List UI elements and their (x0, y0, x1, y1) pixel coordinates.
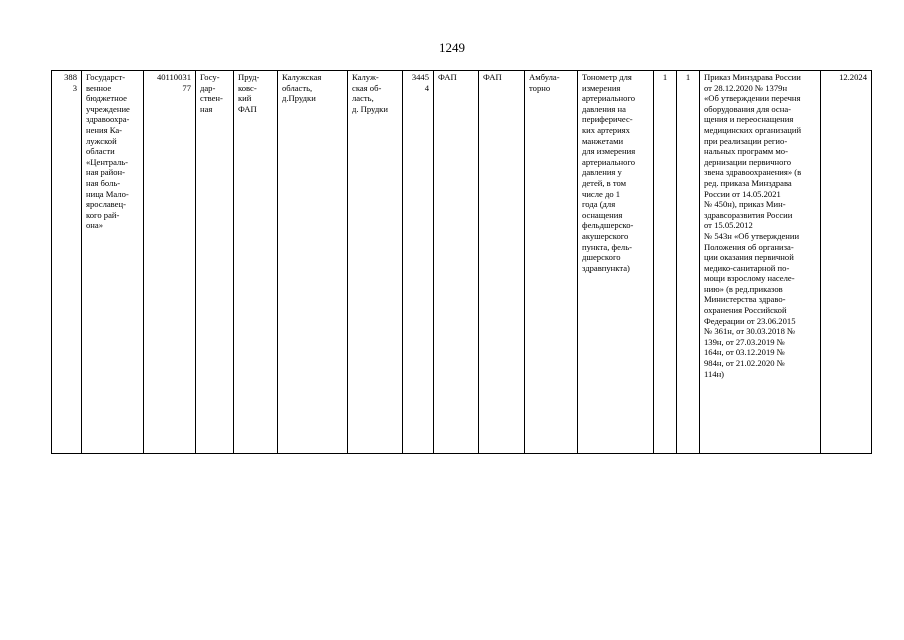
code-cell: 3445 4 (403, 71, 434, 454)
ownership-cell: Госу- дар- ствен- ная (196, 71, 234, 454)
unit-cell: Пруд- ковс- кий ФАП (234, 71, 278, 454)
care-form-cell: Амбула- торно (525, 71, 578, 454)
regulation-cell: Приказ Минздрава России от 28.12.2020 № 1379н «Об утверждении перечня оборудования для осна- щения и переоснащения медицинских организаций при реализации регио- нальных программ мо- дернизации первичного звена здравоохранения» (в ред. приказа Минздрава России от 14.05.2021 № 450н), приказ Мин- здравсоразвития России от 15.05.2012 № 543н «Об утверждении Положения об организа- ции оказания первичной медико-санитарной по- мощи взрослому населе- нию» (в ред.приказов Министерства здраво- охранения Российской Федерации от 23.06.2015 № 361н, от 30.03.2018 № 139н, от 27.03.2019 № 164н, от 03.12.2019 № 984н, от 21.02.2020 № 114н) (700, 71, 821, 454)
equipment-cell: Тонометр для измерения артериального давления на периферичес- ких артериях манжетами для измерения артериального давления у детей, в том числе до 1 года (для оснащения фельдшерско- акушерского пункта, фель- дшерского здравпункта) (578, 71, 654, 454)
quantity-cell: 1 (654, 71, 677, 454)
page-number: 1249 (439, 40, 465, 55)
locality-cell: Калуж- ская об- ласть, д. Прудки (348, 71, 403, 454)
organization-cell: Государст- венное бюджетное учреждение здравоохра- нения Ка- лужской области «Централь- ная район- ная боль- ница Мало- ярославец- кого рай- она» (82, 71, 144, 454)
quantity-cell-2: 1 (677, 71, 700, 454)
facility-subtype-cell: ФАП (479, 71, 525, 454)
row-number-cell: 388 3 (52, 71, 82, 454)
table-row (52, 71, 872, 454)
facility-type-cell: ФАП (434, 71, 479, 454)
inn-cell: 40110031 77 (144, 71, 196, 454)
address-cell: Калужская область, д.Прудки (278, 71, 348, 454)
register-table (51, 70, 872, 454)
date-cell: 12.2024 (821, 71, 872, 454)
